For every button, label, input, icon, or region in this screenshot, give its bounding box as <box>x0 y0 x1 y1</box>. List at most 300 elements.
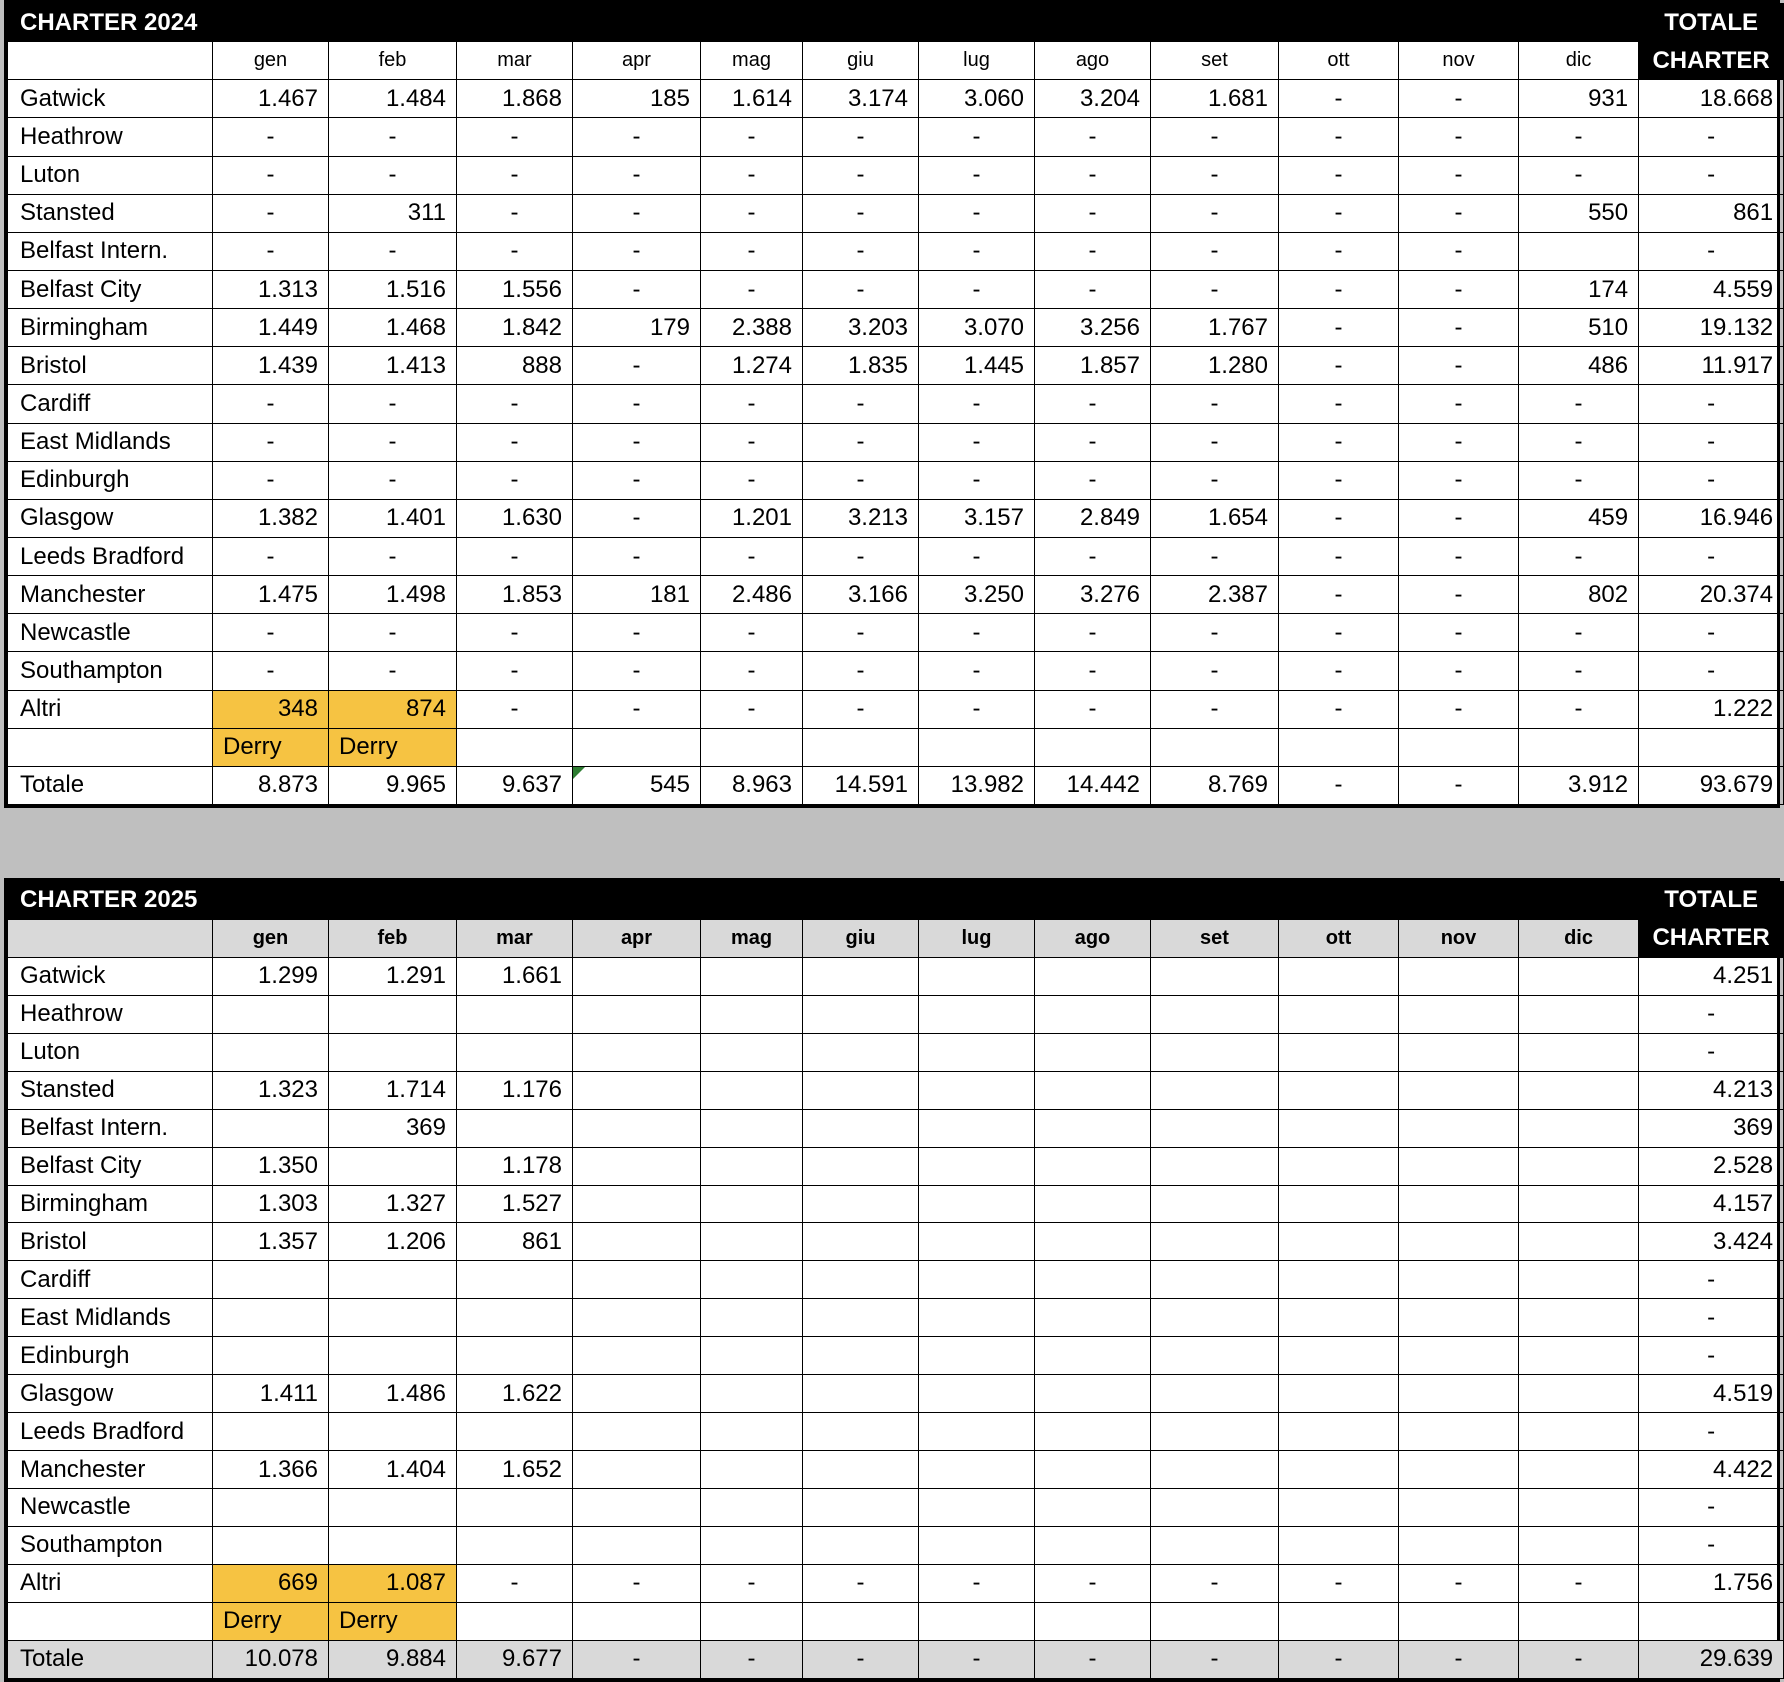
data-cell[interactable]: 1.842 <box>457 309 573 347</box>
data-cell[interactable] <box>573 1147 701 1185</box>
data-cell[interactable]: - <box>1399 194 1519 232</box>
row-total-cell[interactable]: 4.251 <box>1639 957 1784 995</box>
data-cell[interactable]: - <box>573 385 701 423</box>
data-cell[interactable]: - <box>1399 690 1519 728</box>
data-cell[interactable]: - <box>1035 156 1151 194</box>
row-label[interactable]: Stansted <box>8 194 213 232</box>
data-cell[interactable]: - <box>457 156 573 194</box>
row-total-cell[interactable]: - <box>1639 1033 1784 1071</box>
data-cell[interactable]: - <box>1279 118 1399 156</box>
row-total-cell[interactable]: 4.519 <box>1639 1375 1784 1413</box>
data-cell[interactable] <box>1035 1223 1151 1261</box>
data-cell[interactable] <box>919 1109 1035 1147</box>
row-total-cell[interactable]: 4.422 <box>1639 1451 1784 1489</box>
data-cell[interactable]: - <box>1151 232 1279 270</box>
data-cell[interactable] <box>573 1223 701 1261</box>
row-label[interactable]: Belfast City <box>8 1147 213 1185</box>
data-cell[interactable] <box>457 1337 573 1375</box>
data-cell[interactable]: 1.630 <box>457 499 573 537</box>
data-cell[interactable]: - <box>329 652 457 690</box>
data-cell[interactable]: - <box>1035 270 1151 308</box>
row-total-cell[interactable]: - <box>1639 995 1784 1033</box>
data-cell[interactable] <box>701 1185 803 1223</box>
data-cell[interactable] <box>919 1147 1035 1185</box>
data-cell[interactable]: - <box>1399 576 1519 614</box>
data-cell[interactable]: 1.404 <box>329 1451 457 1489</box>
data-cell[interactable]: - <box>1399 385 1519 423</box>
data-cell[interactable] <box>701 1489 803 1527</box>
data-cell[interactable]: - <box>919 232 1035 270</box>
row-label[interactable]: Birmingham <box>8 309 213 347</box>
data-cell[interactable]: 1.350 <box>213 1147 329 1185</box>
data-cell[interactable] <box>919 1413 1035 1451</box>
data-cell[interactable]: - <box>1279 80 1399 118</box>
data-cell[interactable]: - <box>919 690 1035 728</box>
data-cell[interactable]: - <box>919 652 1035 690</box>
row-label[interactable]: Edinburgh <box>8 1337 213 1375</box>
data-cell[interactable]: 669 <box>213 1564 329 1602</box>
total-cell[interactable]: 10.078 <box>213 1640 329 1678</box>
data-cell[interactable] <box>701 1299 803 1337</box>
data-cell[interactable] <box>573 1337 701 1375</box>
data-cell[interactable] <box>1151 1261 1279 1299</box>
data-cell[interactable]: - <box>1151 194 1279 232</box>
data-cell[interactable]: 510 <box>1519 309 1639 347</box>
row-total-cell[interactable]: 4.559 <box>1639 270 1784 308</box>
data-cell[interactable]: 1.313 <box>213 270 329 308</box>
data-cell[interactable]: - <box>457 194 573 232</box>
data-cell[interactable]: - <box>1279 347 1399 385</box>
data-cell[interactable]: - <box>1279 576 1399 614</box>
data-cell[interactable]: - <box>1279 385 1399 423</box>
data-cell[interactable] <box>803 1185 919 1223</box>
data-cell[interactable]: - <box>1279 423 1399 461</box>
data-cell[interactable]: - <box>1399 423 1519 461</box>
data-cell[interactable] <box>1035 957 1151 995</box>
data-cell[interactable] <box>919 1526 1035 1564</box>
data-cell[interactable]: 1.516 <box>329 270 457 308</box>
data-cell[interactable]: - <box>701 270 803 308</box>
data-cell[interactable]: - <box>573 270 701 308</box>
data-cell[interactable] <box>919 1375 1035 1413</box>
data-cell[interactable]: 1.201 <box>701 499 803 537</box>
row-total-cell[interactable]: 20.374 <box>1639 576 1784 614</box>
data-cell[interactable]: 1.661 <box>457 957 573 995</box>
data-cell[interactable]: 348 <box>213 690 329 728</box>
data-cell[interactable] <box>1151 1147 1279 1185</box>
note-cell[interactable]: Derry <box>213 1602 329 1640</box>
data-cell[interactable] <box>1035 1337 1151 1375</box>
data-cell[interactable]: - <box>803 537 919 575</box>
data-cell[interactable] <box>573 1413 701 1451</box>
data-cell[interactable]: 1.291 <box>329 957 457 995</box>
data-cell[interactable]: - <box>803 156 919 194</box>
row-total-cell[interactable]: - <box>1639 1337 1784 1375</box>
data-cell[interactable]: 931 <box>1519 80 1639 118</box>
row-total-cell[interactable]: 3.424 <box>1639 1223 1784 1261</box>
data-cell[interactable] <box>1035 1261 1151 1299</box>
data-cell[interactable]: - <box>1519 1564 1639 1602</box>
data-cell[interactable]: 3.276 <box>1035 576 1151 614</box>
data-cell[interactable]: - <box>1035 614 1151 652</box>
data-cell[interactable]: - <box>1399 347 1519 385</box>
note-cell[interactable]: Derry <box>329 1602 457 1640</box>
row-label[interactable]: Luton <box>8 1033 213 1071</box>
row-total-cell[interactable]: 4.213 <box>1639 1071 1784 1109</box>
total-cell[interactable]: 13.982 <box>919 766 1035 804</box>
data-cell[interactable] <box>457 1033 573 1071</box>
row-total-cell[interactable]: - <box>1639 537 1784 575</box>
data-cell[interactable]: 2.849 <box>1035 499 1151 537</box>
row-total-cell[interactable]: - <box>1639 461 1784 499</box>
row-total-cell[interactable]: - <box>1639 652 1784 690</box>
data-cell[interactable] <box>1279 1299 1399 1337</box>
row-total-cell[interactable]: 369 <box>1639 1109 1784 1147</box>
data-cell[interactable] <box>1035 1489 1151 1527</box>
data-cell[interactable]: 3.157 <box>919 499 1035 537</box>
data-cell[interactable] <box>1519 1261 1639 1299</box>
data-cell[interactable]: 459 <box>1519 499 1639 537</box>
data-cell[interactable]: - <box>1151 652 1279 690</box>
data-cell[interactable] <box>803 1033 919 1071</box>
data-cell[interactable] <box>1035 1299 1151 1337</box>
data-cell[interactable]: - <box>573 423 701 461</box>
data-cell[interactable]: - <box>1279 309 1399 347</box>
data-cell[interactable] <box>213 1413 329 1451</box>
row-total-cell[interactable]: 4.157 <box>1639 1185 1784 1223</box>
data-cell[interactable] <box>573 1185 701 1223</box>
data-cell[interactable] <box>803 1337 919 1375</box>
data-cell[interactable]: - <box>1035 232 1151 270</box>
data-cell[interactable]: - <box>573 499 701 537</box>
data-cell[interactable] <box>701 1337 803 1375</box>
data-cell[interactable]: - <box>919 461 1035 499</box>
data-cell[interactable]: 3.070 <box>919 309 1035 347</box>
data-cell[interactable] <box>213 1261 329 1299</box>
data-cell[interactable] <box>573 995 701 1033</box>
row-label[interactable]: Luton <box>8 156 213 194</box>
data-cell[interactable]: 1.767 <box>1151 309 1279 347</box>
data-cell[interactable]: - <box>1151 1564 1279 1602</box>
data-cell[interactable]: - <box>803 1564 919 1602</box>
data-cell[interactable]: 1.178 <box>457 1147 573 1185</box>
data-cell[interactable]: 1.366 <box>213 1451 329 1489</box>
row-total-cell[interactable]: - <box>1639 1526 1784 1564</box>
data-cell[interactable]: - <box>1399 537 1519 575</box>
data-cell[interactable] <box>1279 1375 1399 1413</box>
data-cell[interactable] <box>1279 1071 1399 1109</box>
row-label[interactable]: Southampton <box>8 1526 213 1564</box>
data-cell[interactable] <box>1279 957 1399 995</box>
data-cell[interactable] <box>919 1489 1035 1527</box>
data-cell[interactable] <box>701 1071 803 1109</box>
data-cell[interactable]: - <box>329 537 457 575</box>
row-total-cell[interactable]: - <box>1639 156 1784 194</box>
data-cell[interactable]: 3.166 <box>803 576 919 614</box>
data-cell[interactable]: - <box>803 690 919 728</box>
data-cell[interactable]: 3.203 <box>803 309 919 347</box>
data-cell[interactable] <box>1519 1033 1639 1071</box>
data-cell[interactable] <box>1519 1109 1639 1147</box>
data-cell[interactable]: - <box>919 270 1035 308</box>
data-cell[interactable] <box>1279 1033 1399 1071</box>
data-cell[interactable] <box>329 995 457 1033</box>
data-cell[interactable]: 1.401 <box>329 499 457 537</box>
data-cell[interactable]: 1.652 <box>457 1451 573 1489</box>
data-cell[interactable] <box>329 1261 457 1299</box>
data-cell[interactable]: 181 <box>573 576 701 614</box>
row-label[interactable]: Newcastle <box>8 614 213 652</box>
data-cell[interactable]: - <box>457 1564 573 1602</box>
data-cell[interactable]: - <box>1519 156 1639 194</box>
data-cell[interactable]: 1.486 <box>329 1375 457 1413</box>
total-cell[interactable]: - <box>701 1640 803 1678</box>
data-cell[interactable]: - <box>1399 232 1519 270</box>
data-cell[interactable] <box>919 1299 1035 1337</box>
data-cell[interactable] <box>803 1451 919 1489</box>
data-cell[interactable] <box>1279 1526 1399 1564</box>
total-cell[interactable]: - <box>573 1640 701 1678</box>
row-label[interactable]: East Midlands <box>8 423 213 461</box>
total-cell[interactable]: 8.963 <box>701 766 803 804</box>
data-cell[interactable]: - <box>213 423 329 461</box>
data-cell[interactable]: - <box>1035 118 1151 156</box>
data-cell[interactable]: 179 <box>573 309 701 347</box>
data-cell[interactable] <box>1519 957 1639 995</box>
data-cell[interactable] <box>1035 1413 1151 1451</box>
data-cell[interactable]: - <box>213 194 329 232</box>
data-cell[interactable] <box>573 1299 701 1337</box>
data-cell[interactable]: 874 <box>329 690 457 728</box>
data-cell[interactable]: 1.475 <box>213 576 329 614</box>
data-cell[interactable] <box>457 1413 573 1451</box>
data-cell[interactable] <box>457 1526 573 1564</box>
data-cell[interactable] <box>213 1299 329 1337</box>
data-cell[interactable] <box>1399 1489 1519 1527</box>
data-cell[interactable]: - <box>1399 652 1519 690</box>
data-cell[interactable]: 1.498 <box>329 576 457 614</box>
data-cell[interactable] <box>1035 1375 1151 1413</box>
data-cell[interactable] <box>573 1526 701 1564</box>
data-cell[interactable]: - <box>919 423 1035 461</box>
data-cell[interactable]: - <box>213 232 329 270</box>
data-cell[interactable]: - <box>1151 461 1279 499</box>
data-cell[interactable] <box>573 957 701 995</box>
data-cell[interactable]: - <box>803 270 919 308</box>
row-label[interactable]: Birmingham <box>8 1185 213 1223</box>
data-cell[interactable] <box>1399 1299 1519 1337</box>
data-cell[interactable]: - <box>573 461 701 499</box>
data-cell[interactable]: - <box>1035 461 1151 499</box>
data-cell[interactable]: 369 <box>329 1109 457 1147</box>
data-cell[interactable]: - <box>1399 499 1519 537</box>
total-cell[interactable]: - <box>919 1640 1035 1678</box>
data-cell[interactable]: 1.299 <box>213 957 329 995</box>
data-cell[interactable]: 3.250 <box>919 576 1035 614</box>
data-cell[interactable] <box>1399 1033 1519 1071</box>
data-cell[interactable]: 1.835 <box>803 347 919 385</box>
data-cell[interactable]: - <box>803 385 919 423</box>
data-cell[interactable]: - <box>1151 423 1279 461</box>
data-cell[interactable]: - <box>1519 423 1639 461</box>
data-cell[interactable]: - <box>573 156 701 194</box>
data-cell[interactable]: - <box>1035 194 1151 232</box>
data-cell[interactable]: - <box>1399 118 1519 156</box>
data-cell[interactable]: - <box>919 194 1035 232</box>
total-cell[interactable]: 9.637 <box>457 766 573 804</box>
data-cell[interactable] <box>1035 995 1151 1033</box>
data-cell[interactable] <box>1035 1451 1151 1489</box>
row-label[interactable]: Gatwick <box>8 957 213 995</box>
data-cell[interactable] <box>701 1413 803 1451</box>
data-cell[interactable]: - <box>1035 1564 1151 1602</box>
data-cell[interactable] <box>919 995 1035 1033</box>
data-cell[interactable] <box>1279 1489 1399 1527</box>
data-cell[interactable]: - <box>1519 690 1639 728</box>
data-cell[interactable]: - <box>1151 537 1279 575</box>
row-total-cell[interactable]: - <box>1639 118 1784 156</box>
row-label[interactable]: Belfast Intern. <box>8 1109 213 1147</box>
row-label[interactable]: Manchester <box>8 576 213 614</box>
data-cell[interactable]: - <box>919 1564 1035 1602</box>
row-label[interactable]: Heathrow <box>8 995 213 1033</box>
data-cell[interactable]: 1.087 <box>329 1564 457 1602</box>
data-cell[interactable]: - <box>457 652 573 690</box>
data-cell[interactable]: 1.714 <box>329 1071 457 1109</box>
data-cell[interactable]: - <box>701 423 803 461</box>
data-cell[interactable] <box>919 1337 1035 1375</box>
data-cell[interactable]: 1.449 <box>213 309 329 347</box>
data-cell[interactable] <box>1151 1071 1279 1109</box>
row-label[interactable]: Glasgow <box>8 499 213 537</box>
data-cell[interactable] <box>1151 1375 1279 1413</box>
data-cell[interactable] <box>213 1109 329 1147</box>
row-label[interactable]: Southampton <box>8 652 213 690</box>
data-cell[interactable] <box>457 1261 573 1299</box>
row-total-cell[interactable]: - <box>1639 1299 1784 1337</box>
data-cell[interactable] <box>1035 1109 1151 1147</box>
data-cell[interactable] <box>1519 1299 1639 1337</box>
row-total-cell[interactable]: 861 <box>1639 194 1784 232</box>
data-cell[interactable]: - <box>1399 461 1519 499</box>
data-cell[interactable] <box>1279 1147 1399 1185</box>
data-cell[interactable] <box>1519 1337 1639 1375</box>
data-cell[interactable] <box>1035 1033 1151 1071</box>
data-cell[interactable] <box>1279 1413 1399 1451</box>
data-cell[interactable] <box>1399 1337 1519 1375</box>
data-cell[interactable]: - <box>457 537 573 575</box>
data-cell[interactable] <box>803 1261 919 1299</box>
data-cell[interactable] <box>1279 1337 1399 1375</box>
data-cell[interactable]: 1.382 <box>213 499 329 537</box>
data-cell[interactable]: - <box>701 194 803 232</box>
row-label[interactable]: Leeds Bradford <box>8 537 213 575</box>
data-cell[interactable]: - <box>1035 385 1151 423</box>
data-cell[interactable] <box>803 1526 919 1564</box>
data-cell[interactable]: - <box>701 652 803 690</box>
data-cell[interactable] <box>1151 1223 1279 1261</box>
data-cell[interactable] <box>213 1489 329 1527</box>
data-cell[interactable] <box>1279 1261 1399 1299</box>
data-cell[interactable]: - <box>213 118 329 156</box>
data-cell[interactable]: 1.868 <box>457 80 573 118</box>
data-cell[interactable]: - <box>1279 690 1399 728</box>
data-cell[interactable] <box>1151 1451 1279 1489</box>
data-cell[interactable]: 174 <box>1519 270 1639 308</box>
data-cell[interactable]: - <box>573 1564 701 1602</box>
grand-total-cell[interactable]: 29.639 <box>1639 1640 1784 1678</box>
data-cell[interactable] <box>457 1109 573 1147</box>
data-cell[interactable]: 185 <box>573 80 701 118</box>
data-cell[interactable]: - <box>457 461 573 499</box>
data-cell[interactable] <box>329 1413 457 1451</box>
data-cell[interactable] <box>1151 1033 1279 1071</box>
data-cell[interactable]: 1.857 <box>1035 347 1151 385</box>
data-cell[interactable] <box>701 1261 803 1299</box>
data-cell[interactable]: - <box>573 537 701 575</box>
data-cell[interactable]: - <box>1279 270 1399 308</box>
data-cell[interactable]: - <box>329 118 457 156</box>
data-cell[interactable] <box>1399 957 1519 995</box>
data-cell[interactable] <box>919 1185 1035 1223</box>
data-cell[interactable] <box>919 1223 1035 1261</box>
row-total-cell[interactable]: - <box>1639 385 1784 423</box>
data-cell[interactable] <box>803 957 919 995</box>
data-cell[interactable] <box>1519 1413 1639 1451</box>
data-cell[interactable]: - <box>1151 156 1279 194</box>
data-cell[interactable] <box>1151 1489 1279 1527</box>
data-cell[interactable]: - <box>1279 156 1399 194</box>
data-cell[interactable]: - <box>1279 461 1399 499</box>
row-label[interactable]: Manchester <box>8 1451 213 1489</box>
data-cell[interactable]: - <box>573 690 701 728</box>
data-cell[interactable]: 1.413 <box>329 347 457 385</box>
data-cell[interactable]: - <box>329 156 457 194</box>
data-cell[interactable] <box>213 1033 329 1071</box>
data-cell[interactable]: - <box>701 118 803 156</box>
data-cell[interactable] <box>701 1375 803 1413</box>
data-cell[interactable]: - <box>329 232 457 270</box>
data-cell[interactable] <box>701 1033 803 1071</box>
data-cell[interactable]: - <box>1399 1564 1519 1602</box>
data-cell[interactable] <box>329 1299 457 1337</box>
data-cell[interactable] <box>1035 1147 1151 1185</box>
data-cell[interactable] <box>573 1489 701 1527</box>
data-cell[interactable] <box>1399 1261 1519 1299</box>
row-total-cell[interactable]: - <box>1639 614 1784 652</box>
data-cell[interactable] <box>329 1337 457 1375</box>
data-cell[interactable] <box>1279 995 1399 1033</box>
data-cell[interactable]: - <box>1279 499 1399 537</box>
data-cell[interactable] <box>919 957 1035 995</box>
total-row-label[interactable]: Totale <box>8 766 213 804</box>
row-label[interactable]: Altri <box>8 1564 213 1602</box>
data-cell[interactable]: - <box>1519 652 1639 690</box>
data-cell[interactable] <box>1399 995 1519 1033</box>
data-cell[interactable]: 1.280 <box>1151 347 1279 385</box>
data-cell[interactable]: 1.445 <box>919 347 1035 385</box>
row-total-cell[interactable]: 18.668 <box>1639 80 1784 118</box>
data-cell[interactable]: - <box>803 461 919 499</box>
data-cell[interactable]: - <box>1519 461 1639 499</box>
data-cell[interactable] <box>1399 1223 1519 1261</box>
total-cell[interactable]: - <box>1279 1640 1399 1678</box>
data-cell[interactable]: - <box>329 614 457 652</box>
data-cell[interactable] <box>803 1413 919 1451</box>
total-cell[interactable]: - <box>1151 1640 1279 1678</box>
data-cell[interactable]: - <box>701 614 803 652</box>
data-cell[interactable]: - <box>457 690 573 728</box>
